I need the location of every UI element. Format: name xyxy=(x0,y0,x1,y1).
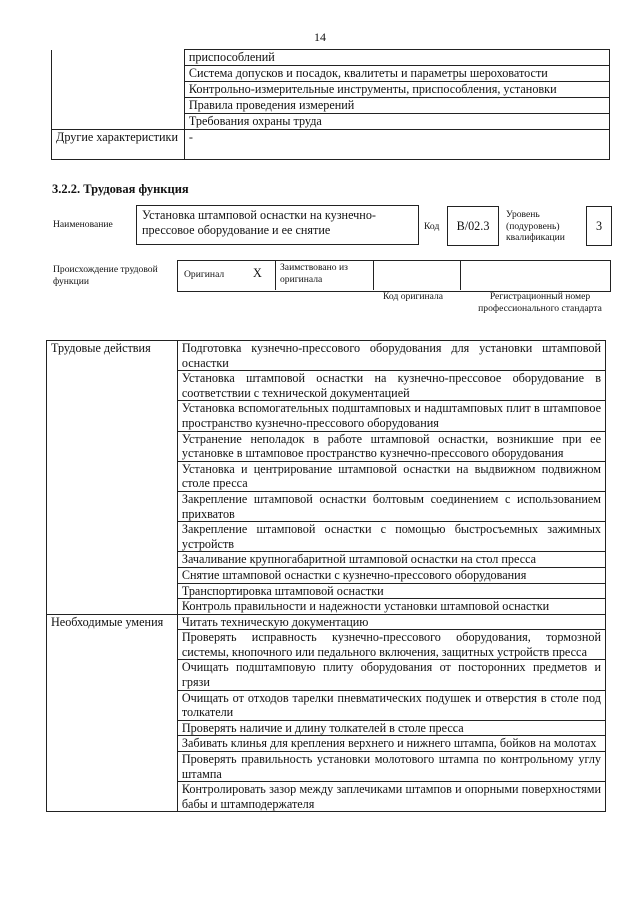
row-label xyxy=(52,82,185,98)
origin-box xyxy=(177,260,611,292)
action-item: Закрепление штамповой оснастки болтовым соединением с использованием прихватов xyxy=(177,491,605,521)
code-box xyxy=(447,206,499,246)
function-name-box xyxy=(136,205,419,245)
row-value: Контрольно-измерительные инструменты, приспособления, установки xyxy=(184,82,609,98)
row-value: - xyxy=(184,130,609,160)
table-row xyxy=(52,66,610,82)
reg-number-caption: Регистрационный номер профессионального стандарта xyxy=(478,291,602,314)
level-label: Уровень (подуровень) квалификации xyxy=(506,209,565,243)
table-row xyxy=(47,614,606,630)
action-item: Контроль правильности и надежности установки штамповой оснастки xyxy=(177,599,605,615)
table-row xyxy=(47,341,606,371)
skill-item: Контролировать зазор между заплечиками штампов и опорными поверхностями бабы и штамподержателя xyxy=(177,782,605,812)
action-item: Транспортировка штамповой оснастки xyxy=(177,583,605,599)
action-item: Зачаливание крупногабаритной штамповой оснастки на стол пресса xyxy=(177,552,605,568)
skill-item: Очищать от отходов тарелки пневматических подушек и отверстия в столе под толкатели xyxy=(177,690,605,720)
borrowed-label: Заимствовано из оригинала xyxy=(280,262,348,285)
table-row xyxy=(52,114,610,130)
table-row xyxy=(52,82,610,98)
skill-item: Забивать клинья для крепления верхнего и нижнего штампа, бойков на молотах xyxy=(177,736,605,752)
divider xyxy=(275,260,276,290)
skill-item: Проверять наличие и длину толкателей в столе пресса xyxy=(177,720,605,736)
row-value: Правила проведения измерений xyxy=(184,98,609,114)
group-label-skills: Необходимые умения xyxy=(47,614,178,812)
action-item: Снятие штамповой оснастки с кузнечно-прессового оборудования xyxy=(177,567,605,583)
row-label xyxy=(52,98,185,114)
section-heading: 3.2.2. Трудовая функция xyxy=(52,182,189,196)
group-label-actions: Трудовые действия xyxy=(47,341,178,615)
row-label xyxy=(52,50,185,66)
row-label: Другие характеристики xyxy=(52,130,185,160)
code-label: Код xyxy=(424,221,440,232)
row-value: приспособлений xyxy=(184,50,609,66)
level-value: 3 xyxy=(595,219,603,233)
skill-item: Проверять правильность установки молотового штампа по контрольному углу штампа xyxy=(177,752,605,782)
row-label xyxy=(52,114,185,130)
skill-item: Проверять исправность кузнечно-прессового оборудования, тормозной системы, кнопочного или педального включения, защитных устройств пресса xyxy=(177,630,605,660)
table-row xyxy=(52,50,610,66)
action-item: Установка и центрирование штамповой оснастки на выдвижном подвижном столе пресса xyxy=(177,461,605,491)
action-item: Устранение неполадок в работе штамповой оснастки, возникшие при ее установке в штамповое пространство кузнечно-прессового оборудования xyxy=(177,431,605,461)
row-label xyxy=(52,66,185,82)
code-value: В/02.3 xyxy=(456,219,490,233)
action-item: Закрепление штамповой оснастки с помощью быстросъемных зажимных устройств xyxy=(177,522,605,552)
skill-item: Очищать подштамповую плиту оборудования от посторонних предметов и грязи xyxy=(177,660,605,690)
origin-label: Происхождение трудовой функции xyxy=(53,264,158,287)
level-box xyxy=(586,206,612,246)
function-name: Установка штамповой оснастки на кузнечно-прессовое оборудование и ее снятие xyxy=(142,208,376,237)
original-label: Оригинал xyxy=(184,269,225,280)
divider xyxy=(373,260,374,290)
labor-function-table xyxy=(46,340,606,812)
skill-item: Читать техническую документацию xyxy=(177,614,605,630)
name-label: Наименование xyxy=(53,219,113,230)
table-row xyxy=(52,98,610,114)
original-mark: X xyxy=(253,266,262,280)
page-number: 14 xyxy=(314,30,326,44)
action-item: Подготовка кузнечно-прессового оборудования для установки штамповой оснастки xyxy=(177,341,605,371)
table-row xyxy=(52,130,610,160)
action-item: Установка штамповой оснастки на кузнечно-прессовое оборудование в соответствии с технической документацией xyxy=(177,371,605,401)
action-item: Установка вспомогательных подштамповых и надштамповых плит в штамповое пространство кузнечно-прессового оборудования xyxy=(177,401,605,431)
row-value: Требования охраны труда xyxy=(184,114,609,130)
top-knowledge-table xyxy=(51,49,610,160)
row-value: Система допусков и посадок, квалитеты и параметры шероховатости xyxy=(184,66,609,82)
divider xyxy=(460,260,461,290)
code-original-caption: Код оригинала xyxy=(383,291,444,302)
